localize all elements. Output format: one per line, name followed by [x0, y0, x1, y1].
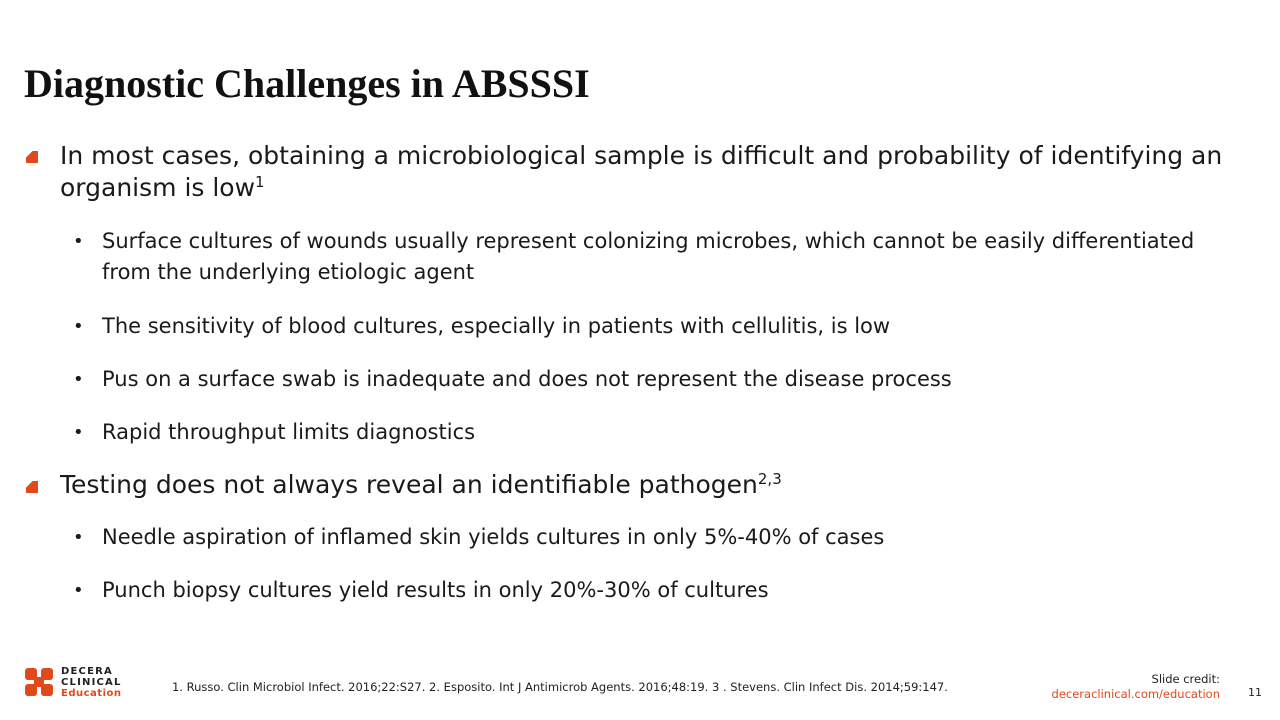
sub-bullet: Surface cultures of wounds usually represent colonizing microbes, which cannot be easily differentiated from the underlying etiologic agent	[102, 229, 1195, 284]
orange-bullet-icon	[26, 481, 38, 493]
logo-line-3: Education	[61, 688, 122, 699]
citation-superscript: 2,3	[757, 470, 782, 488]
sub-bullet: Needle aspiration of inflamed skin yields cultures in only 5%-40% of cases	[102, 525, 885, 549]
decera-logo-icon	[25, 668, 53, 696]
sub-bullet: The sensitivity of blood cultures, especially in patients with cellulitis, is low	[102, 314, 891, 338]
sub-bullet: Rapid throughput limits diagnostics	[102, 420, 476, 444]
bullet-text: Testing does not always reveal an identifiable pathogen	[60, 470, 758, 499]
logo-line-2: CLINICAL	[61, 677, 122, 688]
decera-logo	[25, 666, 135, 698]
dot-bullet-icon: •	[73, 580, 84, 601]
slide-credit	[1052, 672, 1220, 702]
dot-bullet-icon: •	[73, 527, 84, 548]
bullet-main	[60, 469, 1265, 501]
bullet-main	[60, 140, 1265, 204]
dot-bullet-icon: •	[73, 369, 84, 390]
sub-bullet: Punch biopsy cultures yield results in only 20%-30% of cultures	[102, 578, 769, 602]
references: 1. Russo. Clin Microbiol Infect. 2016;22:S27. 2. Esposito. Int J Antimicrob Agents. 2016;48:19. 3 . Stevens. Clin Infect Dis. 2014;59:147.	[172, 680, 948, 694]
dot-bullet-icon: •	[73, 231, 84, 252]
citation-superscript: 1	[255, 173, 265, 191]
bullet-text: In most cases, obtaining a microbiological sample is difficult and probability of identifying an organism is low	[60, 141, 1223, 202]
dot-bullet-icon: •	[73, 316, 84, 337]
page-number: 11	[1248, 686, 1262, 699]
slide-credit-link[interactable]: deceraclinical.com/education	[1051, 687, 1220, 701]
dot-bullet-icon: •	[73, 422, 84, 443]
logo-line-1: DECERA	[61, 666, 113, 677]
sub-bullet: Pus on a surface swab is inadequate and does not represent the disease process	[102, 367, 952, 391]
logo-wordmark	[61, 666, 122, 699]
orange-bullet-icon	[26, 151, 38, 163]
slide-credit-label: Slide credit:	[1151, 672, 1220, 686]
slide-title: Diagnostic Challenges in ABSSSI	[24, 61, 590, 106]
